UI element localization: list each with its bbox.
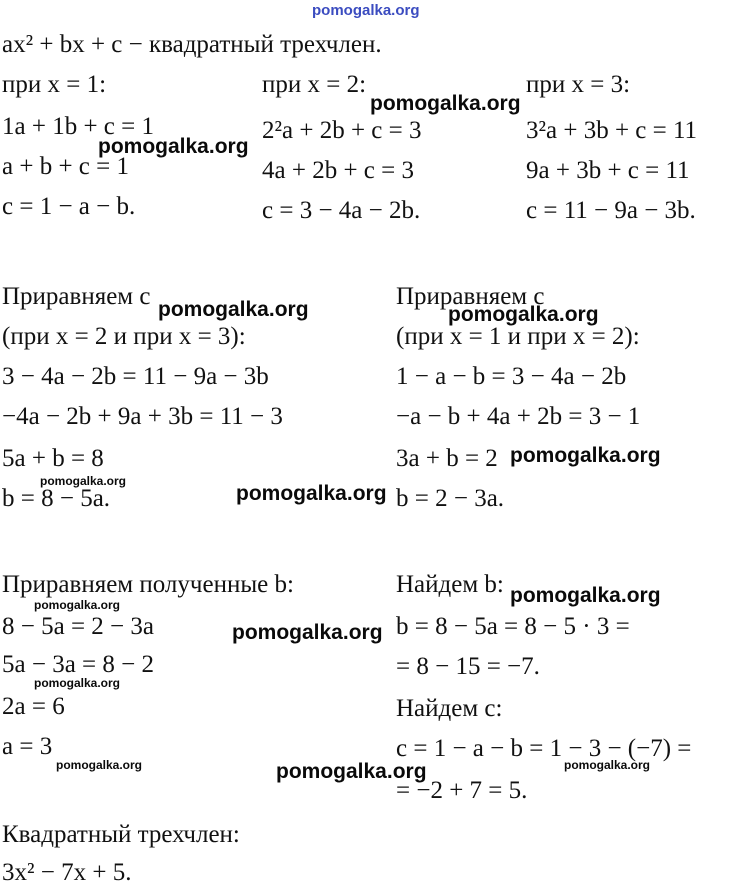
final-expression: 3x² − 7x + 5. bbox=[2, 859, 132, 886]
left3-line3: 2a = 6 bbox=[2, 693, 65, 720]
left2-line2: −4a − 2b + 9a + 3b = 11 − 3 bbox=[2, 403, 283, 430]
watermark-small[interactable]: pomogalka.org bbox=[56, 758, 143, 772]
watermark[interactable]: pomogalka.org bbox=[98, 135, 249, 158]
left2-title: Приравняем c bbox=[2, 283, 151, 310]
watermark[interactable]: pomogalka.org bbox=[448, 303, 599, 326]
col3-line1: 3²a + 3b + c = 11 bbox=[526, 117, 698, 144]
right2-line1: 1 − a − b = 3 − 4a − 2b bbox=[396, 363, 627, 390]
left2-line1: 3 − 4a − 2b = 11 − 9a − 3b bbox=[2, 363, 269, 390]
watermark-small[interactable]: pomogalka.org bbox=[40, 474, 127, 488]
left2-line4: b = 8 − 5a. bbox=[2, 485, 111, 512]
left3-line2: 5a − 3a = 8 − 2 bbox=[2, 651, 154, 678]
right2-line2: −a − b + 4a + 2b = 3 − 1 bbox=[396, 403, 641, 430]
right2-subtitle: (при x = 1 и при x = 2): bbox=[396, 323, 640, 350]
left3-title: Приравняем полученные b: bbox=[2, 571, 294, 598]
right2-line3: 3a + b = 2 bbox=[396, 445, 498, 472]
right2-title: Приравняем c bbox=[396, 283, 545, 310]
watermark[interactable]: pomogalka.org bbox=[158, 298, 309, 321]
col1-line3: c = 1 − a − b. bbox=[2, 193, 136, 220]
right3-line1: b = 8 − 5a = 8 − 5 · 3 = bbox=[396, 613, 630, 640]
col1-heading: при x = 1: bbox=[2, 71, 107, 98]
col2-line3: c = 3 − 4a − 2b. bbox=[262, 197, 421, 224]
left2-subtitle: (при x = 2 и при x = 3): bbox=[2, 323, 246, 350]
col3-line2: 9a + 3b + c = 11 bbox=[526, 157, 690, 184]
col2-heading: при x = 2: bbox=[262, 71, 367, 98]
left3-line4: a = 3 bbox=[2, 733, 53, 760]
watermark-small[interactable]: pomogalka.org bbox=[564, 758, 651, 772]
col2-line2: 4a + 2b + c = 3 bbox=[262, 157, 414, 184]
watermark-small[interactable]: pomogalka.org bbox=[34, 676, 121, 690]
watermark[interactable]: pomogalka.org bbox=[276, 760, 427, 783]
right3-title: Найдем b: bbox=[396, 571, 504, 598]
col3-line3: c = 11 − 9a − 3b. bbox=[526, 197, 696, 224]
watermark[interactable]: pomogalka.org bbox=[370, 92, 521, 115]
watermark-top[interactable]: pomogalka.org bbox=[312, 2, 420, 19]
watermark[interactable]: pomogalka.org bbox=[236, 482, 387, 505]
watermark[interactable]: pomogalka.org bbox=[510, 584, 661, 607]
right3-line3: c = 1 − a − b = 1 − 3 − (−7) = bbox=[396, 735, 692, 762]
intro-line: ax² + bx + c − квадратный трехчлен. bbox=[2, 31, 382, 58]
watermark[interactable]: pomogalka.org bbox=[232, 621, 383, 644]
watermark-small[interactable]: pomogalka.org bbox=[34, 598, 121, 612]
final-title: Квадратный трехчлен: bbox=[2, 821, 240, 848]
right2-line4: b = 2 − 3a. bbox=[396, 485, 505, 512]
col1-line1: 1a + 1b + c = 1 bbox=[2, 113, 154, 140]
right3-line2: = 8 − 15 = −7. bbox=[396, 653, 540, 680]
col1-line2: a + b + c = 1 bbox=[2, 153, 129, 180]
col2-line1: 2²a + 2b + c = 3 bbox=[262, 117, 422, 144]
watermark[interactable]: pomogalka.org bbox=[510, 444, 661, 467]
left3-line1: 8 − 5a = 2 − 3a bbox=[2, 613, 154, 640]
right3-line4: = −2 + 7 = 5. bbox=[396, 777, 528, 804]
left2-line3: 5a + b = 8 bbox=[2, 445, 104, 472]
right3-title2: Найдем c: bbox=[396, 695, 503, 722]
col3-heading: при x = 3: bbox=[526, 71, 631, 98]
